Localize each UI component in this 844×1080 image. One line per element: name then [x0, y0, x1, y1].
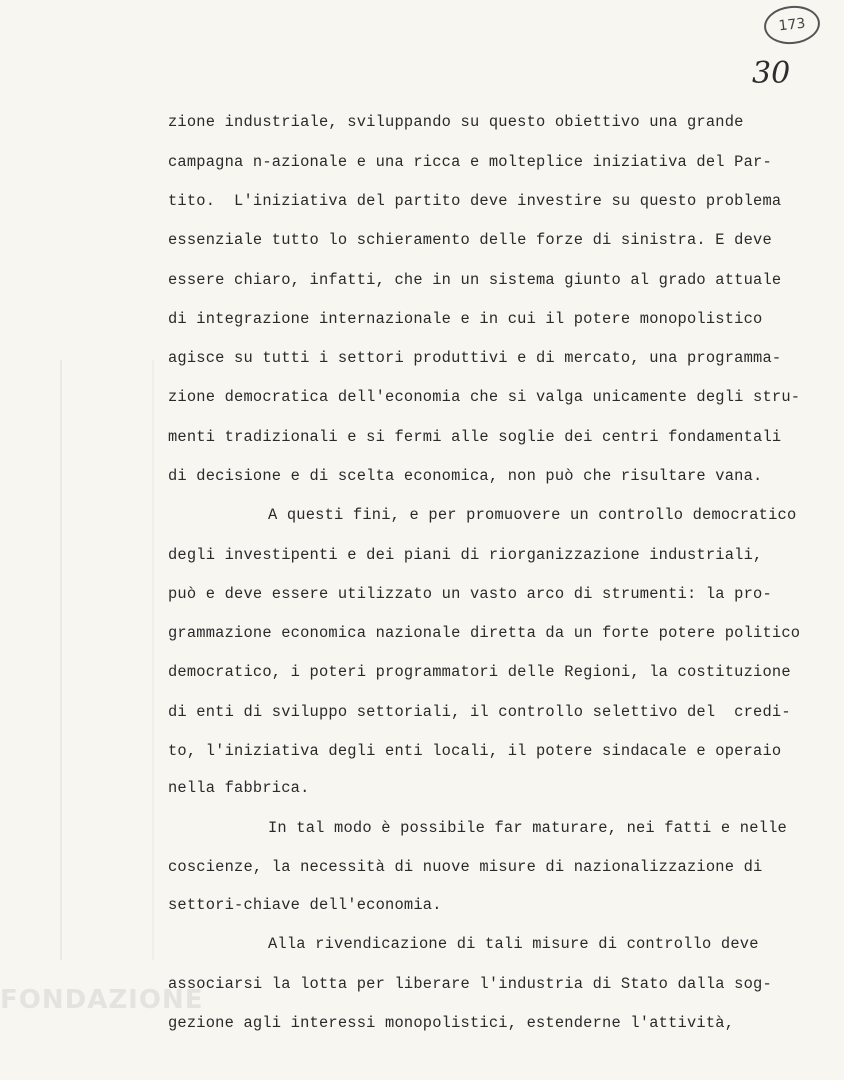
text-line: tito. L'iniziativa del partito deve investire su questo problema: [168, 192, 782, 210]
text-line: agisce su tutti i settori produttivi e di mercato, una programma-: [168, 349, 782, 367]
text-line: degli investipenti e dei piani di riorganizzazione industriali,: [168, 546, 763, 564]
text-line: settori-chiave dell'economia.: [168, 896, 442, 914]
text-line: to, l'iniziativa degli enti locali, il potere sindacale e operaio: [168, 742, 782, 760]
text-line: democratico, i poteri programmatori delle Regioni, la costituzione: [168, 663, 791, 681]
paragraph-first-line: In tal modo è possibile far maturare, nei fatti e nelle: [268, 819, 787, 837]
text-line: campagna n-azionale e una ricca e molteplice iniziativa del Par-: [168, 153, 772, 171]
margin-stamp-shadow: [60, 360, 154, 960]
text-line: essere chiaro, infatti, che in un sistema giunto al grado attuale: [168, 271, 782, 289]
text-line: di enti di sviluppo settoriali, il controllo selettivo del credi-: [168, 703, 791, 721]
paragraph-first-line: A questi fini, e per promuovere un controllo democratico: [268, 506, 797, 524]
text-line: menti tradizionali e si fermi alle soglie dei centri fondamentali: [168, 428, 782, 446]
archive-watermark: FONDAZIONE: [0, 985, 204, 1015]
text-line: grammazione economica nazionale diretta da un forte potere politico: [168, 624, 801, 642]
text-line: zione industriale, sviluppando su questo obiettivo una grande: [168, 113, 744, 131]
text-line: gezione agli interessi monopolistici, estenderne l'attività,: [168, 1014, 735, 1032]
text-line: associarsi la lotta per liberare l'industria di Stato dalla sog-: [168, 975, 772, 993]
text-line: zione democratica dell'economia che si valga unicamente degli stru-: [168, 388, 801, 406]
text-line: nella fabbrica.: [168, 779, 310, 797]
text-line: di decisione e di scelta economica, non può che risultare vana.: [168, 467, 763, 485]
archive-number-stamp: 173: [762, 3, 822, 47]
text-line: essenziale tutto lo schieramento delle forze di sinistra. E deve: [168, 231, 772, 249]
text-line: può e deve essere utilizzato un vasto arco di strumenti: la pro-: [168, 585, 772, 603]
text-line: coscienze, la necessità di nuove misure di nazionalizzazione di: [168, 858, 763, 876]
paragraph-first-line: Alla rivendicazione di tali misure di controllo deve: [268, 935, 759, 953]
handwritten-page-number: 30: [752, 56, 791, 91]
text-line: di integrazione internazionale e in cui il potere monopolistico: [168, 310, 763, 328]
